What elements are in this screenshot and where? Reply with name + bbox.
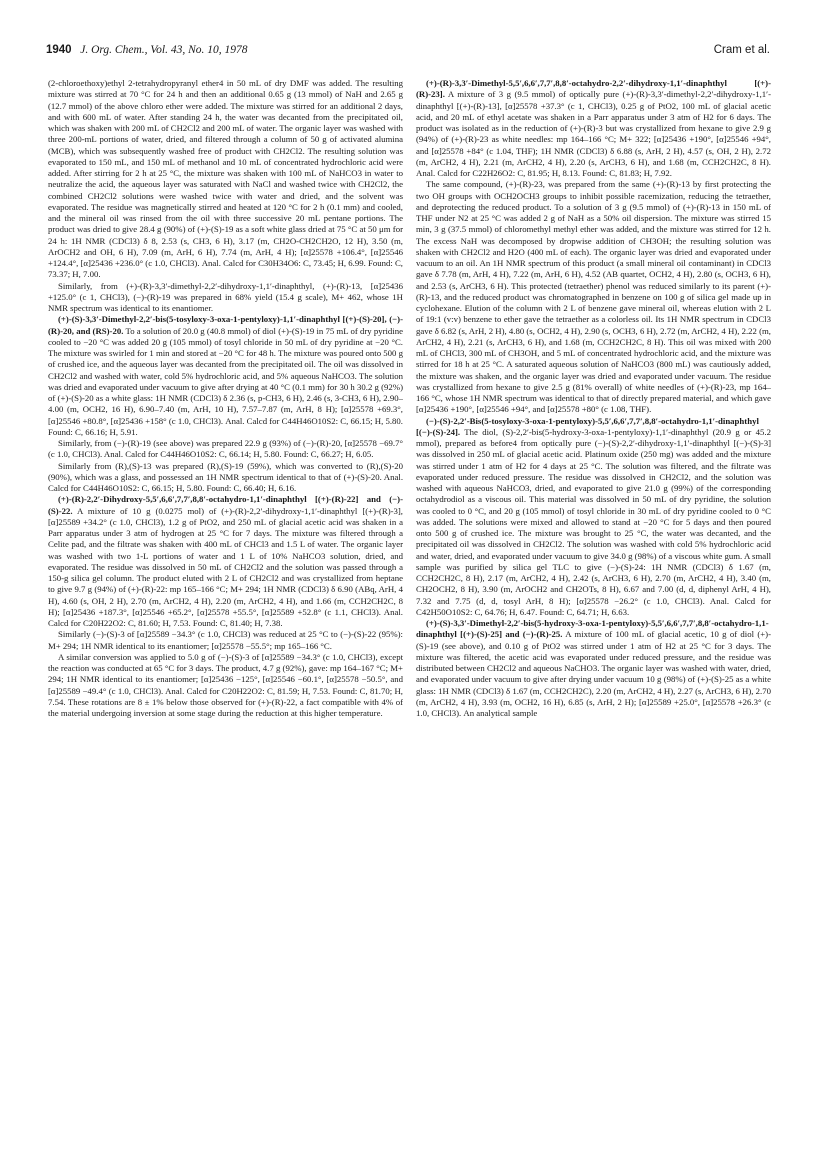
paragraph-text: A mixture of 3 g (9.5 mmol) of optically pure (+)-(R)-3,3′-dimethyl-2,2′-dihydroxy-1,1′-dinaphthyl [(+)-(R)-13], [α]25578 +37.3° (c 1, CHCl3), 0.25 g of PtO2, 100 mL of glacial acetic acid, and 20 mL of ethyl acetate was shaken in a Parr apparatus under 3 atm of H2 for 6 days. The product was isolated as in the reduction of (+)-(R)-3 but was crystallized from hexane to give 2.9 g (94%) of (+)-(R)-23 as white needles: mp 164–166 °C; M+ 322; [α]25436 +190°, [α]25546 +94°, and [α]25578 +84° (c 1.04, THF); 1H NMR (CDCl3) δ 6.88 (s, ArH, 2 H), 4.57 (s, OH, 2 H), 2.72 (m, ArCH2, 4 H), 2.21 (m, ArCH2, 4 H), 2.20 (s, ArCH3, 6 H), and 1.68 (m, CCH2CH2C, 8 H). Anal. Calcd for C22H26O2: C, 81.95; H, 8.13. Found: C, 81.83; H, 7.92. [416, 89, 771, 178]
paragraph [48, 281, 403, 315]
section-heading: (−)-(S)-2,2′-Bis(5-tosyloxy-3-oxa-1-pentyloxy)-5,5′,6,6′,7,7′,8,8′-octahydro-1,1′-dinaphthyl [(−)-(S)-24]. [416, 415, 759, 437]
paragraph-text: Similarly from (R),(S)-13 was prepared (R),(S)-19 (59%), which was converted to (R),(S)-20 (90%), which was a glass, and possessed an 1H NMR spectrum identical to that of (+)-(S)-20. Anal. Calcd for C44H46O10S2: C, 66.15; H, 5.80. Found: C, 66.40; H, 6.16. [48, 460, 403, 493]
paragraph-text: A mixture of 10 g (0.0275 mol) of (+)-(R)-2,2′-dihydroxy-1,1′-dinaphthyl [(+)-(R)-3], [α]25589 +34.2° (c 1.0, CHCl3), 1.2 g of PtO2, and 250 mL of glacial acetic acid was shaken in a Parr apparatus under 3 atm of hydrogen at 25 °C for 7 days. The mixture was filtered through a Celite pad, and the filtrate was shaken with 400 mL of CHCl3 and 1.5 L of water. The organic layer was washed with two 1-L portions of water and 1 L of 10% NaHCO3 solution, dried, and evaporated. The residue was dissolved in 50 mL of CH2Cl2 and the solution was passed through a 150-g silica gel column. The product eluted with 2 L of CH2Cl2 and was crystallized from heptane to give 9.7 g (94%) of (+)-(R)-22: mp 165–166 °C; M+ 294; 1H NMR (CDCl3) δ 6.90 (ABq, ArH, 4 H), 4.60 (s, OH, 2 H), 2.70 (m, ArCH2, 4 H), 2.20 (m, ArCH2, 4 H), and 1.66 (m, CCH2CH2C, 8 H); [α]25436 +187.3°, [α]25546 +65.2°, [α]25578 +55.5°, [α]25589 +52.8° (c 1.1, CHCl3). Anal. Calcd for C20H22O2: C, 81.60; H, 7.53. Found: C, 81.40; H, 7.38. [48, 505, 403, 628]
paragraph-text: The same compound, (+)-(R)-23, was prepared from the same (+)-(R)-13 by first protecting the two OH groups with OCH2OCH3 groups to inhibit possible racemization, reducing the tetraether, and deprotecting the reduced product. To a solution of 3 g (9.5 mmol) of (+)-(R)-13 in 150 mL of THF under N2 at 25 °C was added 2 g of NaH as a 50% oil dispersion. The mixture was stirred 15 min, 3 g (37.5 mmol) of chloromethyl methyl ether was added, and the mixture was stirred for 12 h. The excess NaH was decomposed by dropwise addition of CH3OH; the resulting solution was shaken with CH2Cl2 and H2O (400 mL of each). The organic layer was dried and evaporated under vacuum to an oil. An 1H NMR spectrum of this product (a small mineral oil contaminant) in CDCl3 gave δ 7.78 (m, ArH, 4 H), 7.22 (m, ArH, 6 H), 4.52 (AB quartet, OCH2, 4 H), 2.80 (s, OCH3, 6 H), and 2.53 (s, ArCH3, 6 H). This protected (tetraether) phenol was reduced similarly to its parent (+)-(R)-13, and the reduced product was chromatographed in benzene on 100 g of silica gel made up in cyclohexane. Elution of the column with 2 L of benzene gave mineral oil, whereas elution with 2 L of 19:1 (v:v) benzene to ether gave the tetraether as a colorless oil. Its 1H NMR spectrum in CDCl3 gave δ 6.82 (s, ArH, 2 H), 4.80 (s, OCH2, 4 H), 2.90 (s, OCH3, 6 H), 2.72 (m, ArCH2, 4 H), 2.22 (m, ArCH2, 4 H), 2.21 (s, ArCH3, 6 H), and 1.68 (m, CCH2CH2C, 8 H). This oil was mixed with 200 mL of CHCl3, 300 mL of CH3OH, and 5 mL of concentrated hydrochloric acid, and the mixture was stirred for 18 h at 25 °C. A saturated aqueous solution of NaHCO3 (800 mL) was cautiously added, the mixture was shaken, and the organic layer was dried and evaporated under vacuum. The residue was crystallized from hexane to give 2.5 g (81% overall) of white needles of (+)-(R)-23, mp 164–166 °C, whose 1H NMR spectrum was identical to that of directly prepared material, and which gave [α]25436 +190°, [α]25546 +94°, and [α]25578 +80° (c 1.08, THF). [416, 179, 771, 415]
paragraph-text: A mixture of 100 mL of glacial acetic, 10 g of diol (+)-(S)-19 (see above), and 0.10 g of PtO2 was stirred under 1 atm of H2 at 25 °C for 3 days. The mixture was filtered, the acetic acid was evaporated under reduced pressure, and the residue was distributed between CH2Cl2 and aqueous NaCHO3. The organic layer was washed with water, dried, and evaporated under vacuum to give after drying under vacuum 10 g (98%) of (+)-(S)-25 as a white glass: 1H NMR (CDCl3) δ 1.67 (m, CCH2CH2C), 2.20 (m, ArCH2, 4 H), 2.27 (s, ArCH3, 6 H), 2.70 (m, ArCH2, 4 H), 3.93 (m, OCH2, 16 H), 6.85 (s, ArH, 2 H); [α]25589 +25.0°, [α]25578 +26.3° (c 1.0, CHCl3). An analytical sample [416, 629, 771, 718]
paragraph-text: The diol, (S)-2,2′-bis(5-hydroxy-3-oxa-1-pentyloxy)-1,1′-dinaphthyl (20.9 g or 45.2 mmol), prepared as before4 from optically pure (−)-(S)-2,2′-dihydroxy-1,1′-dinaphthyl [(−)-(S)-3] was dissolved in 250 mL of glacial acetic acid. Platinum oxide (250 mg) was added and the mixture was stirred under 1 atm of H2 for 4 days at 25 °C. The solution was filtered, and the filtrate was evaporated under reduced pressure. The residue was dissolved in CH2Cl2, and the solution was washed with aqueous NaHCO3, dried, and evaporated to give 21.0 g (99%) of the corresponding octahydrodiol as a viscous oil. This material was dissolved in 50 mL of dry pyridine, the solution was cooled to 0 °C, and 20 g (105 mmol) of tosyl chloride in 30 mL of dry pyridine cooled to 0 °C was added. The solutions were mixed and allowed to stand at −20 °C for 5 days and then poured onto 500 g of crushed ice. The mixture was brought to 25 °C, the water was decanted, and the precipitated oil was dissolved in CH2Cl2. The solution was washed with cold 5% hydrochloric acid and water, dried, and evaporated under vacuum to give 34.0 g (98%) of a viscous white gum. A small sample was purified by silica gel TLC to give (−)-(S)-24: 1H NMR (CDCl3) δ 1.67 (m, CCH2CH2C, 8 H), 2.17 (m, ArCH2, 4 H), 2.42 (s, ArCH3, 6 H), 2.70 (m, ArCH2, 4 H), 3.40 (m, CH2OCH2, 8 H), 3.90 (m, ArOCH2 and CH2OTs, 8 H), 6.67 and 7.00 (d, d, diphenyl ArH, 4 H), 7.32 and 7.75 (d, d, tosyl ArH, 8 H); [α]25578 −26.2° (c 1.0, CHCl3). Anal. Calcd for C42H50O10S2: C, 64.76; H, 6.47. Found: C, 64.71; H, 6.63. [416, 426, 771, 617]
paragraph [48, 314, 403, 438]
authors: Cram et al. [713, 44, 770, 56]
paragraph-text: Similarly, from (+)-(R)-3,3′-dimethyl-2,2′-dihydroxy-1,1′-dinaphthyl, (+)-(R)-13, [α]25436 +125.0° (c 1, CHCl3), (−)-(R)-19 was prepared in 68% yield (15.4 g scale), M+ 462, whose 1H NMR spectrum was identical to its enantiomer. [48, 280, 403, 313]
paragraph [48, 438, 403, 461]
paragraph [416, 416, 771, 619]
paragraph [48, 652, 403, 720]
section-heading: (+)-(S)-3,3′-Dimethyl-2,2′-bis(5-tosyloxy-3-oxa-1-pentyloxy)-1,1′-dinaphthyl [(+)-(S)-20], (−)-(R)-20, and (RS)-20. [48, 314, 403, 336]
running-header [46, 44, 770, 60]
journal-citation: J. Org. Chem., Vol. 43, No. 10, 1978 [80, 44, 248, 56]
paragraph-text: Similarly (−)-(S)-3 of [α]25589 −34.3° (c 1.0, CHCl3) was reduced at 25 °C to (−)-(S)-22 (95%): M+ 294; 1H NMR identical to its enantiomer; [α]25578 −55.5°; mp 165–166 °C. [48, 629, 403, 651]
paragraph-text: To a solution of 20.0 g (40.8 mmol) of diol (+)-(S)-19 in 75 mL of dry pyridine cooled to −20 °C was added 20 g (105 mmol) of tosyl chloride in 50 mL of dry pyridine at −20 °C. The mixture was swirled for 1 min and stored at −20 °C for 48 h. The mixture was poured onto 500 g of crushed ice, and the aqueous layer was decanted from the precipitated oil. The oil was dissolved in CH2Cl2 and washed with water, cold 5% hydrochloric acid, and 5% aqueous NaHCO3. The solution was dried and evaporated under vacuum to give after drying at 40 °C (0.1 mm) for 30 h 30.2 g (92%) of (+)-(S)-20 as a white glass: 1H NMR (CDCl3) δ 2.36 (s, p-CH3, 6 H), 2.46 (s, 3-CH3, 6 H), 2.90–4.00 (m, OCH2, 16 H), 6.90–7.40 (m, ArH, 10 H), 7.57–7.87 (m, ArH, 8 H); [α]25578 +69.3°, [α]25546 +80.8°, [α]25436 +158° (c 1.0, CHCl3). Anal. Calcd for C44H46O10S2: C, 66.15; H, 5.80. Found: C, 66.16; H, 5.91. [48, 325, 403, 437]
paragraph-text: (2-chloroethoxy)ethyl 2-tetrahydropyranyl ether4 in 50 mL of dry DMF was added. The resulting mixture was stirred at 70 °C for 24 h and then an additional 0.65 g (13 mmol) of NaH and 2.65 g (12.7 mmol) of the above chloro ether were added. The mixture was stirred for an additional 2 days, and with 600 mL of water. After standing 24 h, the water was decanted from the precipitated oil, which was shaken with 200 mL of CH2Cl2 and 200 mL of water. The organic layer was washed with three 200-mL portions of water, dried, and filtered through a column of 50 g of activated alumina (MCB), which was subsequently washed free of product with CH2Cl2. The resulting solution was evaporated to 150 mL, and 150 mL of methanol and 10 mL of concentrated hydrochloric acid were added. After stirring for 2 h at 25 °C, the mixture was shaken with 100 mL of NaHCO3 in water to neutralize the acid, the aqueous layer was saturated with NaCl and washed twice with CH2Cl2, the combined CH2Cl2 solutions were washed twice with water and dried, and the solvent was evaporated. The residue was magnetically stirred and heated at 120 °C for 2 h (0.1 mm) and cooled, and the mineral oil was rinsed from the oil with three successive 20 mL pentane portions. The product was dried to give 28.4 g (90%) of (+)-(S)-19 as a soft white glass dried at 75 °C at 50 μm for 24 h: 1H NMR (CDCl3) δ 8, 2.53 (s, CH3, 6 H), 3.17 (m, CH2O-CH2CH2O, 12 H), 3.50 (m, ArOCH2 and OH, 6 H), 7.09 (m, ArH, 6 H), 7.74 (m, ArH, 4 H); [α]25578 +106.4°, [α]25546 +124.4°, [α]25436 +236.0° (c 1.0, CHCl3). Anal. Calcd for C30H34O6: C, 73.45; H, 6.99. Found: C, 73.37; H, 7.00. [48, 78, 403, 280]
section-heading: (+)-(R)-3,3′-Dimethyl-5,5′,6,6′,7,7′,8,8′-octahydro-2,2′-dihydroxy-1,1′-dinaphthyl [(+)-(R)-23]. [416, 78, 771, 100]
paragraph [48, 461, 403, 495]
paragraph [416, 179, 771, 415]
paragraph [416, 618, 771, 719]
paragraph [48, 78, 403, 281]
paragraph [48, 629, 403, 652]
section-heading: (+)-(R)-2,2′-Dihydroxy-5,5′,6,6′,7,7′,8,8′-octahydro-1,1′-dinaphthyl [(+)-(R)-22] and (−)-(S)-22. [48, 494, 403, 516]
paragraph [48, 494, 403, 629]
right-column [416, 78, 771, 1138]
section-heading: (+)-(S)-3,3′-Dimethyl-2,2′-bis(5-hydroxy-3-oxa-1-pentyloxy)-5,5′,6,6′,7,7′,8,8′-octahydro-1,1-dinaphthyl [(+)-(S)-25] and (−)-(R)-25. [416, 618, 769, 640]
page-number: 1940 [46, 44, 72, 56]
paragraph-text: A similar conversion was applied to 5.0 g of (−)-(S)-3 of [α]25589 −34.3° (c 1.0, CHCl3), except the reaction was conducted at 65 °C for 3 days. The product, 4.7 g (92%), gave: mp 164–167 °C; M+ 294; 1H NMR identical to its enantiomer; [α]25436 −125°, [α]25546 −60.1°, [α]25578 −50.5°, and [α]25589 −49.4° (c 1.0, CHCl3). Anal. Calcd for C20H22O2: C, 81.59; H, 7.53. Found: C, 81.70; H, 7.54. These rotations are 8 ± 1% below those observed for (+)-(R)-22, a fact compatible with 4% of the material undergoing inversion at some stage during the reduction at this higher temperature. [48, 651, 403, 718]
left-column [48, 78, 403, 1138]
paragraph-text: Similarly, from (−)-(R)-19 (see above) was prepared 22.9 g (93%) of (−)-(R)-20, [α]25578 −69.7° (c 1.0, CHCl3). Anal. Calcd for C44H46O10S2: C, 66.14; H, 5.80. Found: C, 66.27; H, 6.05. [48, 438, 403, 460]
paragraph [416, 78, 771, 179]
